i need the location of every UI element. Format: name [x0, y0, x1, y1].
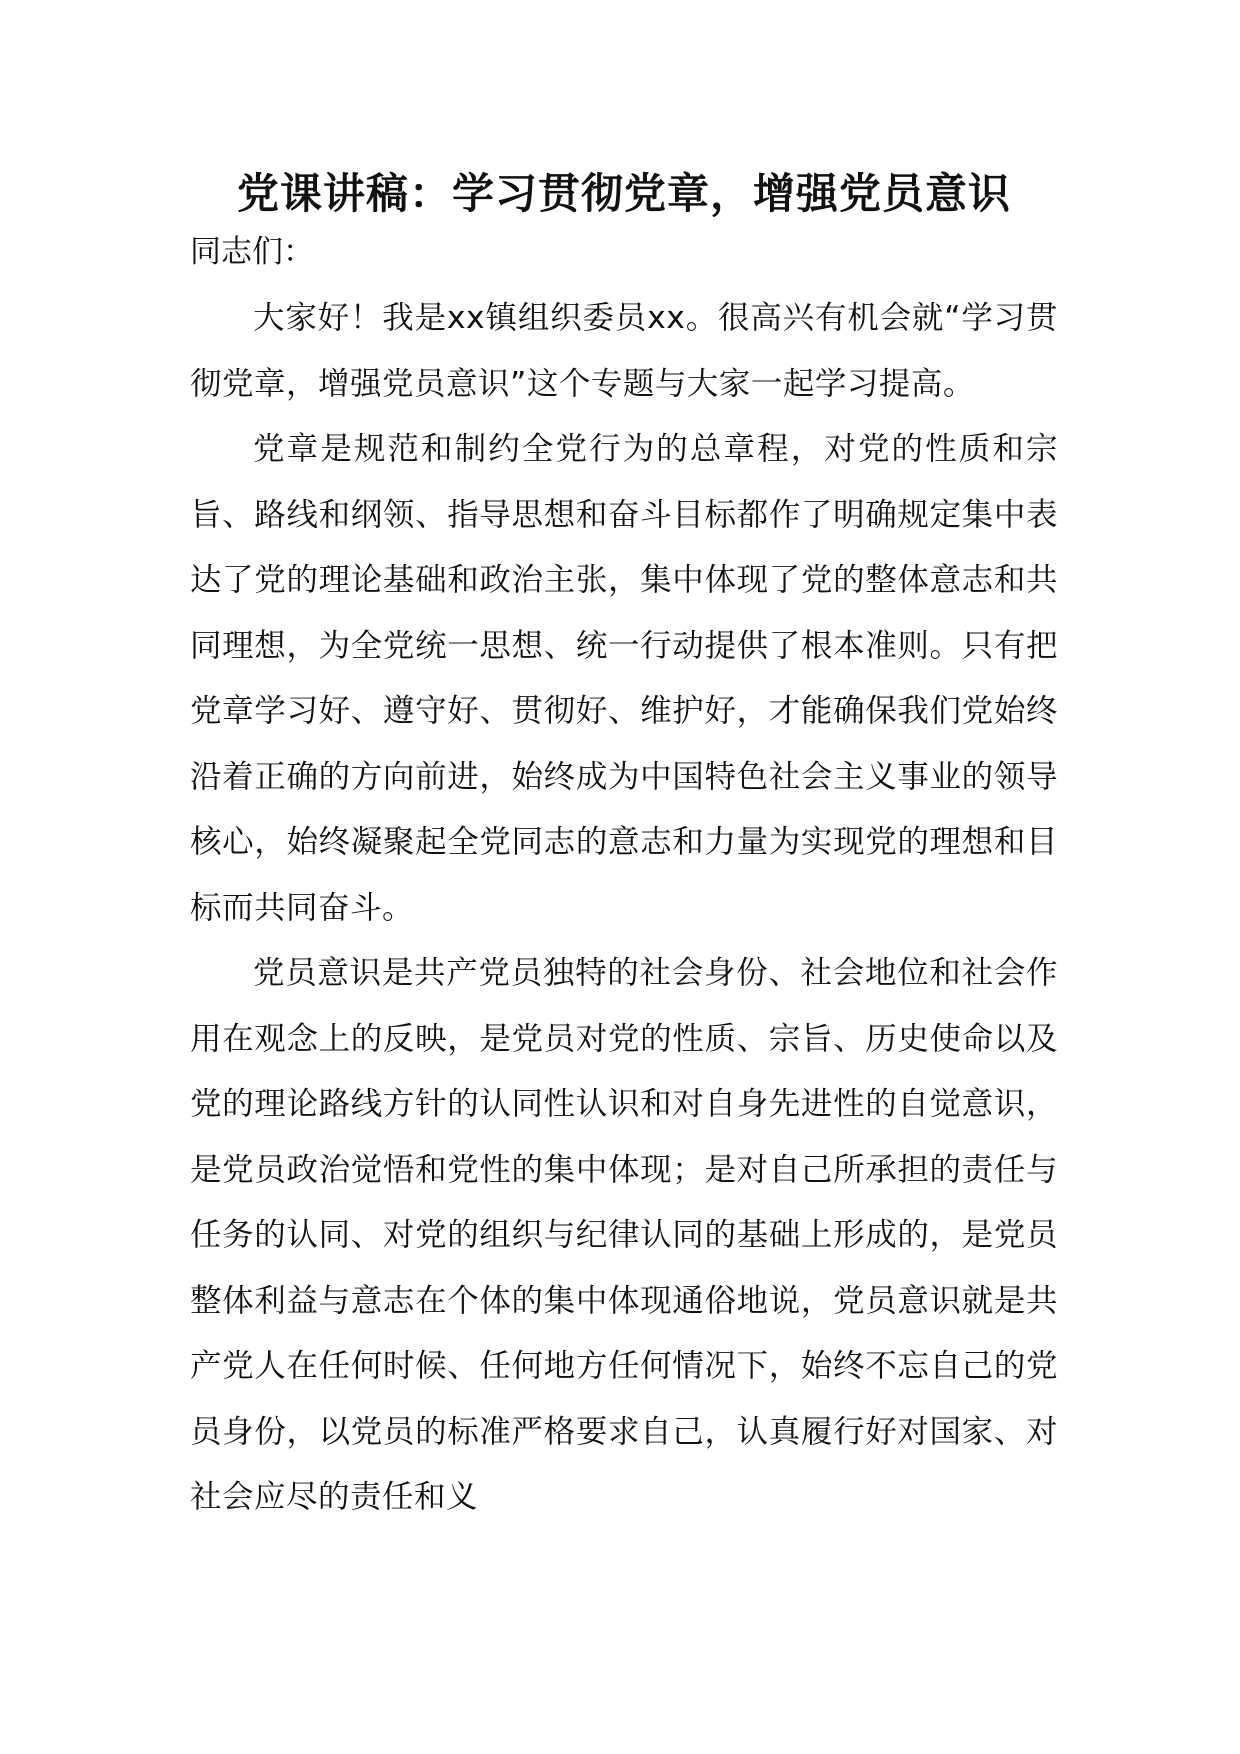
document-page	[190, 168, 1058, 1531]
paragraph-party-constitution: 党章是规范和制约全党行为的总章程，对党的性质和宗旨、路线和纲领、指导思想和奋斗目标都作了明确规定集中表达了党的理论基础和政治主张，集中体现了党的整体意志和共同理想，为全党统一思想、统一行动提供了根本准则。只有把党章学习好、遵守好、贯彻好、维护好，才能确保我们党始终沿着正确的方向前进，始终成为中国特色社会主义事业的领导核心，始终凝聚起全党同志的意志和力量为实现党的理想和目标而共同奋斗。	[190, 431, 1058, 926]
salutation: 同志们：	[190, 234, 314, 270]
document-title: 党课讲稿：学习贯彻党章，增强党员意识	[236, 169, 1011, 218]
paragraph-intro: 大家好！我是xx镇组织委员xx。很高兴有机会就“学习贯彻党章，增强党员意识”这个专题与大家一起学习提高。	[190, 300, 1058, 402]
paragraph-member-awareness: 党员意识是共产党员独特的社会身份、社会地位和社会作用在观念上的反映，是党员对党的性质、宗旨、历史使命以及党的理论路线方针的认同性认识和对自身先进性的自觉意识，是党员政治觉悟和党性的集中体现；是对自己所承担的责任与任务的认同、对党的组织与纪律认同的基础上形成的，是党员整体利益与意志在个体的集中体现通俗地说，党员意识就是共产党人在任何时候、任何地方任何情况下，始终不忘自己的党员身份，以党员的标准严格要求自己，认真履行好对国家、对社会应尽的责任和义	[190, 955, 1058, 1515]
